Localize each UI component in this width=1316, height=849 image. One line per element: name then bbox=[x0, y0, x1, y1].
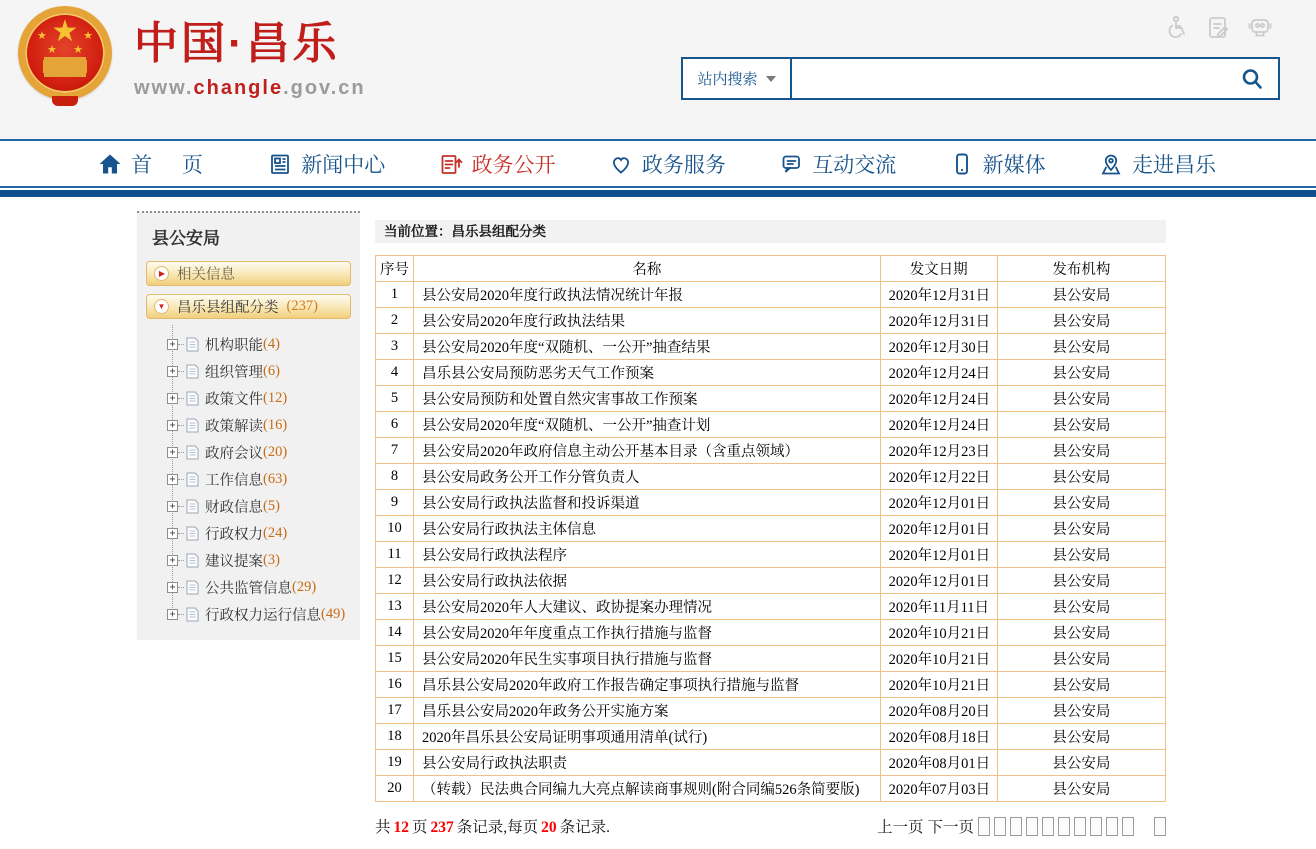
row-seq: 2 bbox=[376, 308, 414, 334]
document-icon bbox=[186, 499, 199, 514]
row-title-link[interactable]: 昌乐县公安局预防恶劣天气工作预案 bbox=[414, 360, 881, 386]
tree-item[interactable]: + 工作信息 (63) bbox=[167, 466, 360, 493]
row-org: 县公安局 bbox=[997, 698, 1165, 724]
tree-item[interactable]: + 机构职能 (4) bbox=[167, 331, 360, 358]
prev-page-button[interactable]: 上一页 bbox=[876, 819, 924, 836]
category-tree bbox=[167, 331, 360, 628]
row-title-link[interactable]: 县公安局行政执法职责 bbox=[414, 750, 881, 776]
nav-item-visit-changle[interactable]: 走进昌乐 bbox=[1099, 149, 1216, 179]
document-icon bbox=[186, 364, 199, 379]
document-icon bbox=[186, 607, 199, 622]
row-date: 2020年10月21日 bbox=[880, 646, 997, 672]
row-org: 县公安局 bbox=[997, 490, 1165, 516]
row-title-link[interactable]: 县公安局预防和处置自然灾害事故工作预案 bbox=[414, 386, 881, 412]
search-input[interactable] bbox=[792, 59, 1226, 98]
home-icon bbox=[98, 152, 122, 176]
row-title-link[interactable]: 县公安局2020年度行政执法情况统计年报 bbox=[414, 282, 881, 308]
row-org: 县公安局 bbox=[997, 646, 1165, 672]
arrow-right-circle-icon bbox=[154, 266, 169, 281]
page-number[interactable] bbox=[1122, 817, 1134, 836]
row-org: 县公安局 bbox=[997, 516, 1165, 542]
next-page-button[interactable]: 下一页 bbox=[927, 819, 974, 836]
table-row bbox=[376, 412, 1166, 438]
nav-item-new-media[interactable]: 新媒体 bbox=[950, 149, 1046, 179]
expand-plus-icon[interactable] bbox=[167, 582, 178, 593]
header-date: 发文日期 bbox=[880, 256, 997, 282]
row-org: 县公安局 bbox=[997, 594, 1165, 620]
gov-open-doc-icon bbox=[439, 152, 463, 176]
document-table bbox=[375, 255, 1166, 802]
main-nav bbox=[0, 139, 1316, 188]
page-number[interactable] bbox=[994, 817, 1006, 836]
total-pages: 12 bbox=[393, 819, 410, 836]
table-header-row bbox=[376, 256, 1166, 282]
row-title-link[interactable]: 县公安局行政执法主体信息 bbox=[414, 516, 881, 542]
row-date: 2020年12月30日 bbox=[880, 334, 997, 360]
site-url: www.changle.gov.cn bbox=[134, 76, 366, 99]
row-title-link[interactable]: 县公安局行政执法程序 bbox=[414, 542, 881, 568]
table-row bbox=[376, 672, 1166, 698]
table-row bbox=[376, 464, 1166, 490]
row-title-link[interactable]: 县公安局2020年度“双随机、一公开”抽查结果 bbox=[414, 334, 881, 360]
table-row bbox=[376, 438, 1166, 464]
document-icon bbox=[186, 445, 199, 460]
row-date: 2020年12月01日 bbox=[880, 568, 997, 594]
page-number[interactable] bbox=[1010, 817, 1022, 836]
page-number[interactable] bbox=[1042, 817, 1054, 836]
table-row bbox=[376, 646, 1166, 672]
row-date: 2020年08月18日 bbox=[880, 724, 997, 750]
row-date: 2020年12月22日 bbox=[880, 464, 997, 490]
search-button[interactable] bbox=[1226, 59, 1278, 98]
table-row bbox=[376, 542, 1166, 568]
page-number[interactable] bbox=[978, 817, 990, 836]
robot-assistant-icon[interactable] bbox=[1246, 14, 1274, 42]
table-row bbox=[376, 724, 1166, 750]
document-icon bbox=[186, 337, 199, 352]
newspaper-icon bbox=[268, 152, 292, 176]
tree-item[interactable]: + 行政权力运行信息 (49) bbox=[167, 601, 360, 628]
tree-item[interactable]: + 行政权力 (24) bbox=[167, 520, 360, 547]
row-org: 县公安局 bbox=[997, 412, 1165, 438]
expand-plus-icon[interactable] bbox=[167, 474, 178, 485]
expand-plus-icon[interactable] bbox=[167, 420, 178, 431]
tree-item[interactable]: + 财政信息 (5) bbox=[167, 493, 360, 520]
page-number[interactable] bbox=[1138, 817, 1150, 836]
page-number[interactable] bbox=[1090, 817, 1102, 836]
row-org: 县公安局 bbox=[997, 542, 1165, 568]
row-title-link[interactable]: 县公安局2020年度行政执法结果 bbox=[414, 308, 881, 334]
row-org: 县公安局 bbox=[997, 438, 1165, 464]
row-seq: 15 bbox=[376, 646, 414, 672]
row-org: 县公安局 bbox=[997, 724, 1165, 750]
document-icon bbox=[186, 391, 199, 406]
row-seq: 5 bbox=[376, 386, 414, 412]
table-row bbox=[376, 308, 1166, 334]
row-seq: 6 bbox=[376, 412, 414, 438]
nav-accent-bar bbox=[0, 190, 1316, 197]
nav-item-gov-service[interactable]: 政务服务 bbox=[609, 149, 726, 179]
tree-item[interactable]: + 政策解读 (16) bbox=[167, 412, 360, 439]
header-title: 名称 bbox=[414, 256, 881, 282]
expand-plus-icon[interactable] bbox=[167, 609, 178, 620]
table-row bbox=[376, 360, 1166, 386]
row-seq: 1 bbox=[376, 282, 414, 308]
row-title-link[interactable]: 县公安局2020年政府信息主动公开基本目录（含重点领域） bbox=[414, 438, 881, 464]
suggestion-edit-icon[interactable] bbox=[1204, 14, 1232, 42]
row-org: 县公安局 bbox=[997, 672, 1165, 698]
row-title-link[interactable]: 县公安局政务公开工作分管负责人 bbox=[414, 464, 881, 490]
smartphone-icon bbox=[950, 152, 974, 176]
row-org: 县公安局 bbox=[997, 360, 1165, 386]
per-page-count: 20 bbox=[541, 819, 557, 836]
nav-item-news[interactable]: 新闻中心 bbox=[268, 149, 385, 179]
table-row bbox=[376, 750, 1166, 776]
row-seq: 17 bbox=[376, 698, 414, 724]
expand-plus-icon[interactable] bbox=[167, 447, 178, 458]
row-title-link[interactable]: 昌乐县公安局2020年政府工作报告确定事项执行措施与监督 bbox=[414, 672, 881, 698]
document-icon bbox=[186, 553, 199, 568]
breadcrumb: 当前位置：昌乐县组配分类 bbox=[375, 220, 1166, 243]
row-date: 2020年10月21日 bbox=[880, 620, 997, 646]
table-row bbox=[376, 282, 1166, 308]
page-number[interactable] bbox=[1106, 817, 1118, 836]
table-footer bbox=[375, 815, 1166, 837]
page-number[interactable] bbox=[1026, 817, 1038, 836]
row-seq: 19 bbox=[376, 750, 414, 776]
category-count: (237) bbox=[286, 298, 318, 314]
nav-item-interaction[interactable]: 互动交流 bbox=[779, 149, 896, 179]
related-info-button[interactable]: ▶ 相关信息 bbox=[146, 261, 351, 286]
row-org: 县公安局 bbox=[997, 308, 1165, 334]
row-seq: 7 bbox=[376, 438, 414, 464]
row-seq: 13 bbox=[376, 594, 414, 620]
row-seq: 20 bbox=[376, 776, 414, 802]
tree-item[interactable]: + 政策文件 (12) bbox=[167, 385, 360, 412]
pagination bbox=[877, 815, 1166, 837]
row-date: 2020年12月01日 bbox=[880, 542, 997, 568]
accessibility-icon[interactable] bbox=[1162, 14, 1190, 42]
arrow-down-circle-icon bbox=[154, 299, 169, 314]
row-date: 2020年08月20日 bbox=[880, 698, 997, 724]
map-pin-icon bbox=[1099, 152, 1123, 176]
row-date: 2020年12月01日 bbox=[880, 490, 997, 516]
table-row bbox=[376, 490, 1166, 516]
row-date: 2020年12月24日 bbox=[880, 386, 997, 412]
main-panel bbox=[375, 197, 1166, 837]
table-row bbox=[376, 698, 1166, 724]
search-icon bbox=[1239, 66, 1265, 92]
row-date: 2020年12月23日 bbox=[880, 438, 997, 464]
search-bar bbox=[681, 57, 1280, 100]
table-row bbox=[376, 568, 1166, 594]
total-records: 237 bbox=[430, 819, 454, 836]
row-date: 2020年10月21日 bbox=[880, 672, 997, 698]
category-button[interactable]: ▼ 昌乐县组配分类 (237) bbox=[146, 294, 351, 319]
expand-plus-icon[interactable] bbox=[167, 555, 178, 566]
content bbox=[0, 197, 1316, 837]
national-emblem-icon: ★ ★ ★ ★ ★ bbox=[18, 6, 112, 100]
table-row bbox=[376, 334, 1166, 360]
expand-plus-icon[interactable] bbox=[167, 366, 178, 377]
expand-plus-icon[interactable] bbox=[167, 393, 178, 404]
tree-item[interactable]: + 公共监管信息 (29) bbox=[167, 574, 360, 601]
row-title-link[interactable]: 县公安局2020年度“双随机、一公开”抽查计划 bbox=[414, 412, 881, 438]
table-row bbox=[376, 594, 1166, 620]
site-name: 中国·昌乐 bbox=[134, 18, 340, 68]
row-seq: 3 bbox=[376, 334, 414, 360]
site-header bbox=[0, 0, 1316, 139]
document-icon bbox=[186, 418, 199, 433]
page-number[interactable] bbox=[1074, 817, 1086, 836]
row-title-link[interactable]: 县公安局行政执法依据 bbox=[414, 568, 881, 594]
record-summary: 共 12 页 237 条记录,每页 20 条记录. bbox=[375, 819, 611, 836]
utility-icons bbox=[1162, 14, 1274, 42]
row-date: 2020年08月01日 bbox=[880, 750, 997, 776]
header-org: 发布机构 bbox=[997, 256, 1165, 282]
tree-item[interactable]: + 建议提案 (3) bbox=[167, 547, 360, 574]
nav-item-gov-open[interactable]: 政务公开 bbox=[439, 149, 556, 179]
row-title-link[interactable]: 县公安局2020年民生实事项目执行措施与监督 bbox=[414, 646, 881, 672]
row-org: 县公安局 bbox=[997, 464, 1165, 490]
table-row bbox=[376, 620, 1166, 646]
row-seq: 12 bbox=[376, 568, 414, 594]
sidebar-title: 县公安局 bbox=[152, 229, 220, 248]
search-scope-dropdown[interactable]: 站内搜索 bbox=[683, 59, 792, 98]
row-title-link[interactable]: 县公安局2020年人大建议、政协提案办理情况 bbox=[414, 594, 881, 620]
row-seq: 10 bbox=[376, 516, 414, 542]
expand-plus-icon[interactable] bbox=[167, 528, 178, 539]
row-date: 2020年12月31日 bbox=[880, 308, 997, 334]
row-org: 县公安局 bbox=[997, 568, 1165, 594]
row-seq: 11 bbox=[376, 542, 414, 568]
row-seq: 16 bbox=[376, 672, 414, 698]
chat-bubble-icon bbox=[779, 152, 803, 176]
row-title-link[interactable]: 2020年昌乐县公安局证明事项通用清单(试行) bbox=[414, 724, 881, 750]
expand-plus-icon[interactable] bbox=[167, 501, 178, 512]
row-title-link[interactable]: 县公安局行政执法监督和投诉渠道 bbox=[414, 490, 881, 516]
sidebar bbox=[137, 211, 360, 640]
site-logo[interactable] bbox=[18, 6, 366, 100]
row-seq: 18 bbox=[376, 724, 414, 750]
tree-item[interactable]: + 政府会议 (20) bbox=[167, 439, 360, 466]
page-number[interactable] bbox=[1154, 817, 1166, 836]
row-org: 县公安局 bbox=[997, 282, 1165, 308]
document-icon bbox=[186, 580, 199, 595]
row-date: 2020年12月31日 bbox=[880, 282, 997, 308]
heart-icon bbox=[609, 152, 633, 176]
row-date: 2020年11月11日 bbox=[880, 594, 997, 620]
row-seq: 9 bbox=[376, 490, 414, 516]
row-org: 县公安局 bbox=[997, 776, 1165, 802]
tree-item[interactable]: + 组织管理 (6) bbox=[167, 358, 360, 385]
table-row bbox=[376, 386, 1166, 412]
row-seq: 4 bbox=[376, 360, 414, 386]
page-number[interactable] bbox=[1058, 817, 1070, 836]
row-title-link[interactable]: 县公安局2020年年度重点工作执行措施与监督 bbox=[414, 620, 881, 646]
row-org: 县公安局 bbox=[997, 386, 1165, 412]
document-icon bbox=[186, 472, 199, 487]
header-seq: 序号 bbox=[376, 256, 414, 282]
row-date: 2020年12月24日 bbox=[880, 360, 997, 386]
table-row bbox=[376, 776, 1166, 802]
table-row bbox=[376, 516, 1166, 542]
row-org: 县公安局 bbox=[997, 620, 1165, 646]
row-seq: 8 bbox=[376, 464, 414, 490]
row-date: 2020年12月24日 bbox=[880, 412, 997, 438]
chevron-down-icon bbox=[766, 76, 776, 82]
row-date: 2020年12月01日 bbox=[880, 516, 997, 542]
nav-item-home[interactable]: 首 页 bbox=[98, 149, 215, 179]
row-title-link[interactable]: （转载）民法典合同编九大亮点解读商事规则(附合同编526条简要版) bbox=[414, 776, 881, 802]
document-icon bbox=[186, 526, 199, 541]
row-seq: 14 bbox=[376, 620, 414, 646]
row-title-link[interactable]: 昌乐县公安局2020年政务公开实施方案 bbox=[414, 698, 881, 724]
row-date: 2020年07月03日 bbox=[880, 776, 997, 802]
expand-plus-icon[interactable] bbox=[167, 339, 178, 350]
row-org: 县公安局 bbox=[997, 750, 1165, 776]
row-org: 县公安局 bbox=[997, 334, 1165, 360]
